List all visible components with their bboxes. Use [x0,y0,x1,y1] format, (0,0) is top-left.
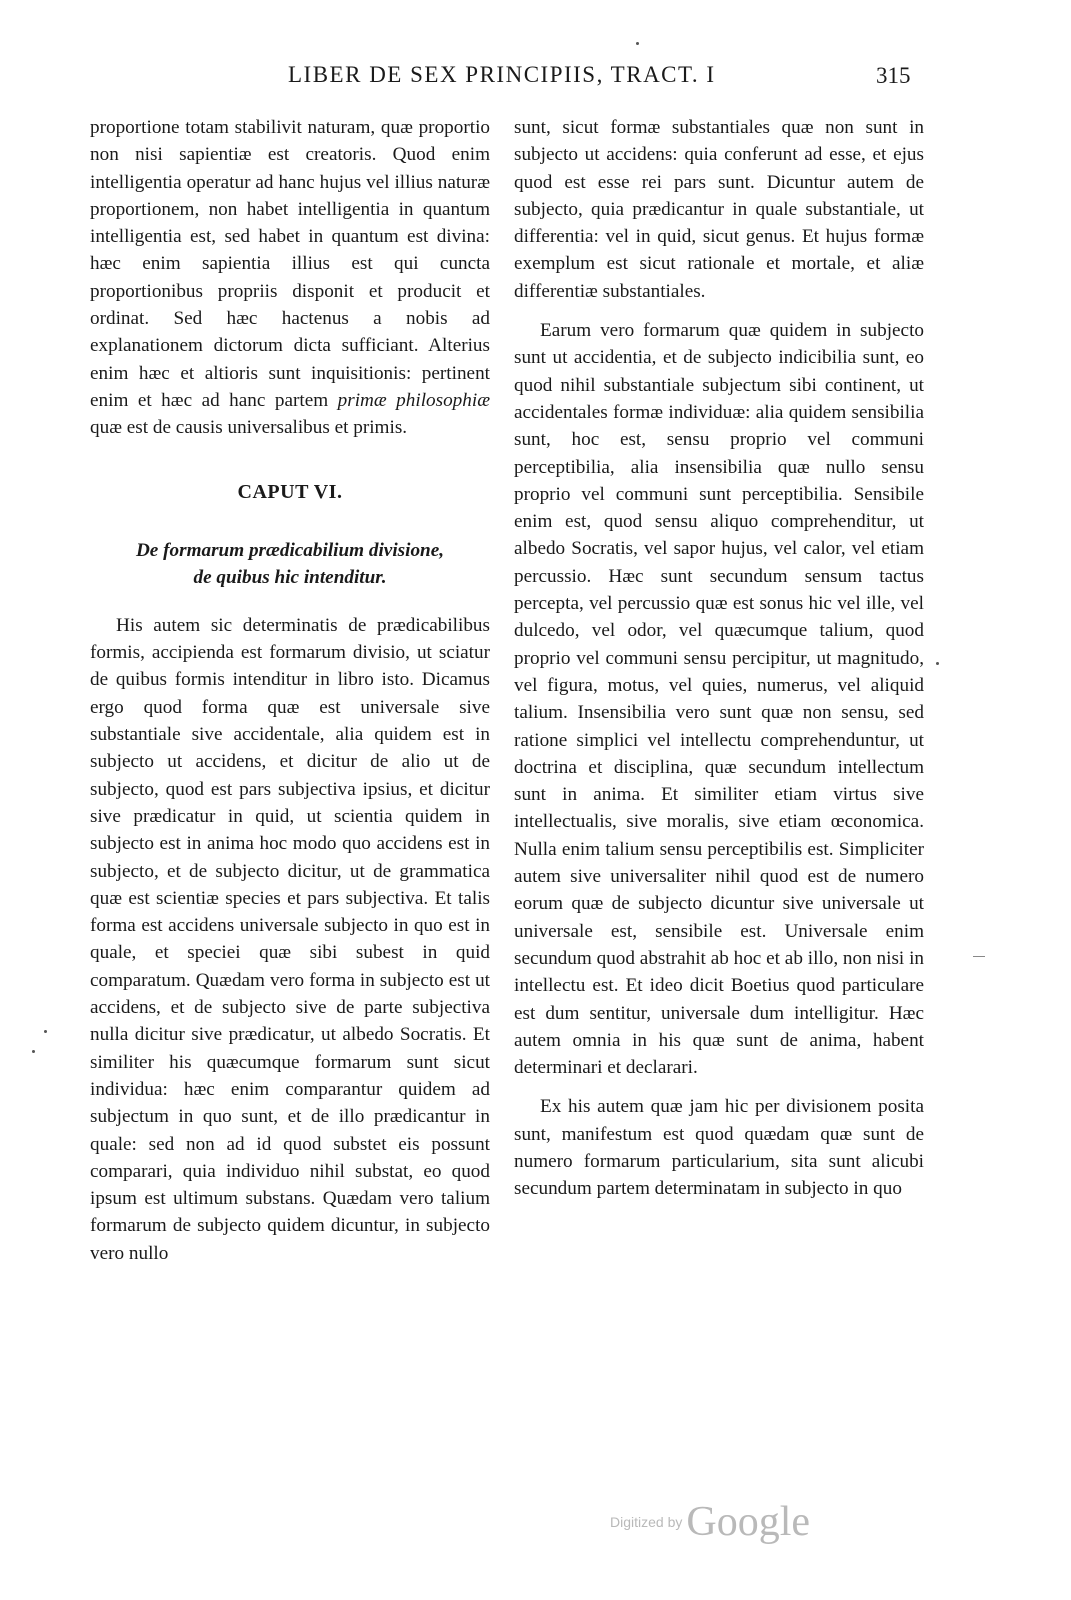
scan-speck [636,42,639,45]
page-number: 315 [876,63,911,88]
left-column [90,114,490,1267]
digitized-label: Digitized by [610,1514,683,1530]
chapter-subtitle [90,537,490,591]
right-paragraph-1: sunt, sicut formæ substantiales quæ non sunt in subjecto ut accidens: quia conferunt ad esse, et ejus quod est esse rei pars sunt. Dicuntur autem de subjecto, quia prædicantur in quale substantiale, ut differentia: vel in quid, sicut genus. Et hujus formæ exemplum est sicut rationale et mortale, et aliæ differentiæ substantiales. [514,117,924,302]
scan-mark [973,956,985,957]
right-paragraph-3: Ex his autem quæ jam hic per divisionem posita sunt, manifestum est quod quædam quæ sunt de numero formarum particularium, sita sunt alicubi secundum partem determinatam in subjecto in quo [514,1096,924,1200]
left-paragraph-2: His autem sic determinatis de prædicabilibus formis, accipienda est formarum divisio, ut sciatur de quibus formis intenditur in libro isto. Dicamus ergo quod forma quæ est universale sive substantiale sive accidentale, alia quidem est in subjecto ut accidens, et dicitur de alio ut de subjecto, quod est pars subjectiva ipsius, et dicitur sive prædicatur in quid, ut scientia quidem in subjecto est in anima hoc modo quo accidens est in subjecto, et de subjecto dicitur, ut de grammatica quæ est scientiæ species et pars subjectiva. Et talis forma est accidens universale subjecto in quo est in quale, et speciei quæ sibi subest in quid comparatum. Quædam vero forma in subjecto est ut accidens, et de subjecto sive de parte subjectiva nulla dicitur sive prædicatur, ut albedo Socratis. Et similiter his quæcumque formarum sunt sicut individua: hæc enim comparantur quidem ad subjectum in quo sunt, et de illo prædicantur in quale: sed non ad id quod substet eis possunt comparari, quia individuo nihil substat, eo quod ipsum est ultimum substans. Quædam vero talium formarum de subjecto quidem dicuntur, in subjecto vero nullo [90,614,490,1264]
digitized-watermark [610,1498,810,1546]
chapter-subtitle-line-1: De formarum prædicabilium divisione, [135,539,445,561]
left-paragraph-1 [90,114,490,442]
google-logo: Google [686,1499,811,1545]
left-paragraph-1-text: proportione totam stabilivit naturam, quæ proportio non nisi sapientiæ est creatoris. Quod enim intelligentia operatur ad hanc hujus vel illius naturæ proportionem, non habet intelligentia in quantum intelligentia est, sed habet in quantum est divina: hæc enim sapientia illius est qui cuncta proportionibus propriis disponit et producit et ordinat. Sed hæc hactenus a nobis ad explanationem dictorum dicta sufficiant. Alterius enim hæc et altioris sunt inquisitionis: pertinent enim et hæc ad hanc partem [90,117,490,411]
right-column [514,114,924,1203]
chapter-title: CAPUT VI. [237,480,343,503]
running-title: LIBER DE SEX PRINCIPIIS, TRACT. I [288,62,716,87]
italic-phrase: primæ philosophiæ [337,389,490,411]
scan-speck [936,662,939,665]
right-paragraph-2: Earum vero formarum quæ quidem in subjecto sunt ut accidentia, et de subjecto indicibilia sunt, eo quod nihil substantiale subjectum sibi continent, ut accidentales formæ individuæ: alia quidem sensibilia sunt, hoc est, sensu proprio vel communi perceptibilia, alia insensibilia quæ nullo sensu proprio vel communi sunt perceptibilia. Sensibile enim est, quod sensu aliquo comprehenditur, ut albedo Socratis, vel sapor hujus, vel calor, vel etiam percussio. Hæc sunt secundum sensum tactus percepta, vel percussio quæ est sonus hic vel ille, vel dulcedo, vel odor, vel quæcumque talium, quod proprio vel communi sensu percipitur, ut magnitudo, vel figura, motus, vel quies, numerus, vel aliquid talium. Insensibilia vero sunt quæ non sensu, sed ratione simplici vel intellectu comprehenduntur, ut doctrina et disciplina, quæ secundum intellectum sunt in anima. Et similiter etiam virtus sive intellectualis, sive moralis, sive etiam œconomica. Nulla enim talium sensu perceptibilis est. Simpliciter autem sive universaliter nihil quod est de numero eorum quæ de subjecto dicuntur sive universale ut universale est, sensibile est. Universale enim secundum quod abstrahit ab hoc et ab illo, non nisi in intellectu est. Et ideo dicit Boetius quod particulare est dum sentitur, universale dum intelligitur. Hæc autem omnia in his quæ sunt de anima, habent determinari et declarari. [514,320,924,1079]
left-paragraph-1-end: quæ est de causis universalibus et primis. [90,417,408,439]
chapter-subtitle-line-2: de quibus hic intenditur. [193,566,387,588]
scan-speck [44,1030,47,1033]
scan-speck [32,1050,35,1053]
